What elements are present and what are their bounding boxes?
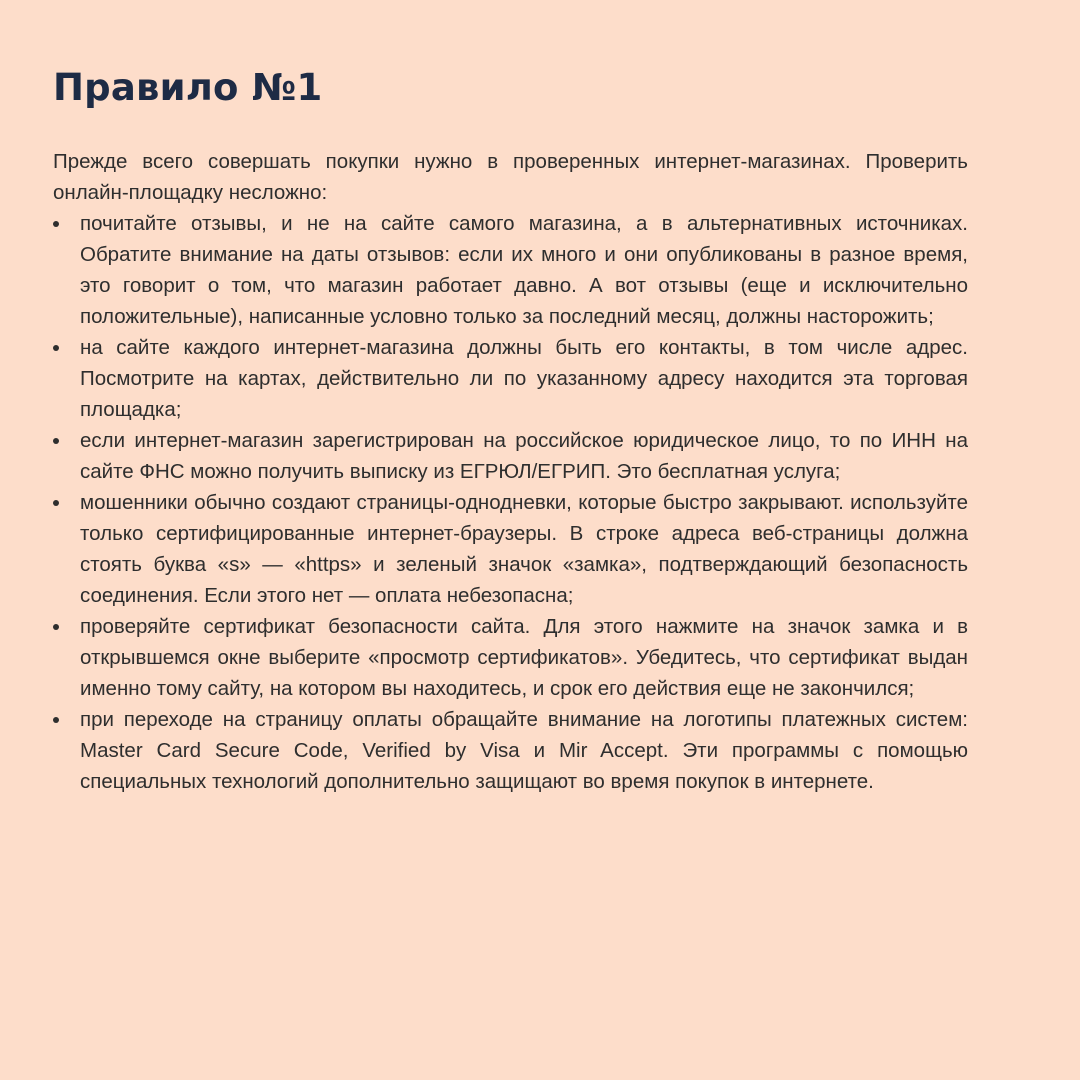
bullet-item <box>53 704 968 797</box>
intro-paragraph: Прежде всего совершать покупки нужно в проверенных интернет-магазинах. Проверить онлайн-площадку несложно: <box>53 150 968 204</box>
bullet-item <box>53 487 968 611</box>
bullet-item <box>53 332 968 425</box>
body-text <box>53 146 968 797</box>
bullet-dot-icon <box>53 438 59 444</box>
bullet-text: при переходе на страницу оплаты обращайте внимание на логотипы платежных систем: Master Card Secure Code, Verified by Visa и Mir Accept. Эти программы с помощью специальных технологий дополнительно защищают во время покупок в интернете. <box>80 708 968 793</box>
bullet-list <box>53 208 968 797</box>
bullet-text: мошенники обычно создают страницы-однодневки, которые быстро закрывают. используйте только сертифицированные интернет-браузеры. В строке адреса веб-страницы должна стоять буква «s» — «https» и зеленый значок «замка», подтверждающий безопасность соединения. Если этого нет — оплата небезопасна; <box>80 491 968 607</box>
bullet-text: почитайте отзывы, и не на сайте самого магазина, а в альтернативных источниках. Обратите внимание на даты отзывов: если их много и они опубликованы в разное время, это говорит о том, что магазин работает давно. А вот отзывы (еще и исключительно положительные), написанные условно только за последний месяц, должны насторожить; <box>80 212 968 328</box>
bullet-dot-icon <box>53 221 59 227</box>
bullet-dot-icon <box>53 345 59 351</box>
bullet-dot-icon <box>53 500 59 506</box>
bullet-text: проверяйте сертификат безопасности сайта. Для этого нажмите на значок замка и в открывшемся окне выберите «просмотр сертификатов». Убедитесь, что сертификат выдан именно тому сайту, на котором вы находитесь, и срок его действия еще не закончился; <box>80 615 968 700</box>
bullet-item <box>53 208 968 332</box>
bullet-item <box>53 425 968 487</box>
bullet-item <box>53 611 968 704</box>
page-content <box>53 60 968 797</box>
bullet-dot-icon <box>53 624 59 630</box>
bullet-text: если интернет-магазин зарегистрирован на российское юридическое лицо, то по ИНН на сайте ФНС можно получить выписку из ЕГРЮЛ/ЕГРИП. Это бесплатная услуга; <box>80 429 968 483</box>
page-title: Правило №1 <box>53 66 323 109</box>
bullet-dot-icon <box>53 717 59 723</box>
bullet-text: на сайте каждого интернет-магазина должны быть его контакты, в том числе адрес. Посмотрите на картах, действительно ли по указанному адресу находится эта торговая площадка; <box>80 336 968 421</box>
